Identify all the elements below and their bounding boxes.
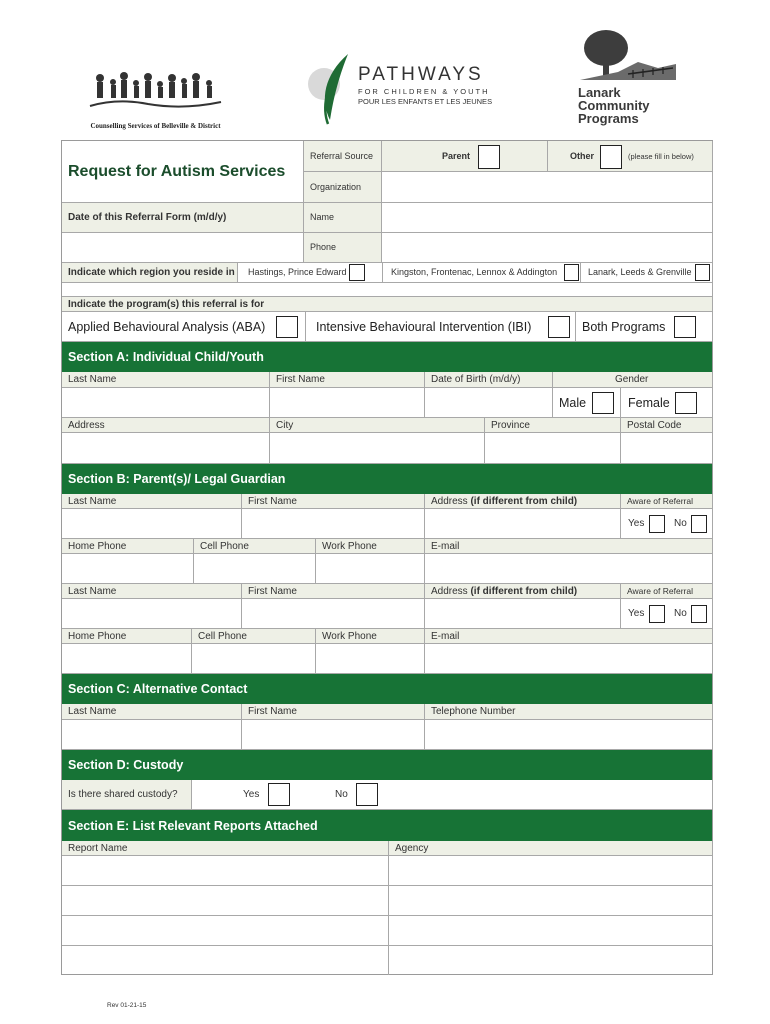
form-title-cell [62,141,304,203]
c-first-name-input[interactable] [242,720,425,750]
d-question-label: Is there shared custody? [68,789,178,800]
d-yes-checkbox[interactable] [268,783,290,806]
lanark-line-3: Programs [578,111,639,126]
region-option-lanark[interactable] [581,263,713,283]
a-city-label-cell [270,418,485,433]
b2-email-input[interactable] [425,644,713,674]
b2-first-name-label-cell [242,584,425,599]
phone-input[interactable] [382,233,713,263]
counselling-caption: Counselling Services of Belleville & District [90,122,221,130]
family-figures-icon [88,68,223,114]
region-option-kingston[interactable] [383,263,581,283]
d-no-label: No [335,789,348,800]
phone-label: Phone [310,242,337,252]
program-option-both[interactable] [576,312,713,342]
name-label-cell [304,203,382,233]
a-dob-input[interactable] [425,388,553,418]
b2-address-label [431,586,577,597]
b1-last-name-label: Last Name [68,496,117,507]
name-input[interactable] [382,203,713,233]
pathways-logo [300,50,500,126]
name-label: Name [310,212,335,222]
c-telephone-label-cell [425,704,713,720]
d-yes-label: Yes [243,789,260,800]
c-first-name-label-cell [242,704,425,720]
a-province-label: Province [491,420,530,431]
region-label-cell [62,263,238,283]
b1-work-phone-input[interactable] [316,554,425,584]
program-aba-label: Applied Behavioural Analysis (ABA) [68,320,266,334]
b1-first-name-input[interactable] [242,509,425,539]
a-female-checkbox[interactable] [675,392,697,414]
b2-first-name-input[interactable] [242,599,425,629]
b2-address-label-cell [425,584,621,599]
organization-label: Organization [310,182,362,192]
a-dob-label: Date of Birth (m/d/y) [431,374,521,385]
region-lanark-checkbox[interactable] [695,264,710,281]
e-report-name-input-2[interactable] [62,886,389,916]
b1-email-input[interactable] [425,554,713,584]
c-last-name-input[interactable] [62,720,242,750]
lanark-line-1: Lanark [578,85,621,100]
b1-address-label [431,496,577,507]
a-postal-label-cell [621,418,713,433]
e-report-name-input-1[interactable] [62,856,389,886]
region-option-kingston-label: Kingston, Frontenac, Lennox & Addington [391,267,558,277]
b2-home-phone-input[interactable] [62,644,192,674]
b1-cell-phone-input[interactable] [194,554,316,584]
b1-aware-yes-checkbox[interactable] [649,515,665,533]
b1-work-phone-label-cell [316,539,425,554]
a-address-label: Address [68,420,105,431]
lanark-line-2: Community [578,98,650,113]
a-male-checkbox[interactable] [592,392,614,414]
d-answer-cell [192,780,713,810]
b1-email-label-cell [425,539,713,554]
parent-checkbox[interactable] [478,145,500,169]
b1-work-phone-label: Work Phone [322,541,377,552]
b1-aware-cell [621,509,713,539]
tree-landscape-icon [578,28,678,84]
parent-label: Parent [442,151,471,161]
autism-services-form [61,140,713,975]
program-both-label: Both Programs [582,320,666,334]
b1-aware-label-cell [621,494,713,509]
b2-work-phone-label-cell [316,629,425,644]
region-option-hastings-label: Hastings, Prince Edward [248,267,347,277]
region-option-lanark-label: Lanark, Leeds & Grenville [588,267,692,277]
b1-cell-phone-label-cell [194,539,316,554]
section-a-header [62,342,712,372]
b2-aware-label: Aware of Referral [627,586,693,596]
c-last-name-label: Last Name [68,706,117,717]
b2-email-label: E-mail [431,631,460,642]
b2-aware-yes-label: Yes [628,608,645,619]
b2-address-suffix: (if different from child) [470,586,578,597]
b1-aware-label: Aware of Referral [627,496,693,506]
b2-aware-yes-checkbox[interactable] [649,605,665,623]
pathways-tagline-en: FOR CHILDREN & YOUTH [358,87,490,96]
page-title: Request for Autism Services [68,163,286,180]
program-ibi-checkbox[interactable] [548,316,570,338]
program-option-ibi[interactable] [306,312,576,342]
a-address-input[interactable] [62,433,270,464]
revision-number: Rev 01-21-15 [107,1002,147,1009]
program-aba-checkbox[interactable] [276,316,298,338]
lanark-community-programs-logo [572,28,684,126]
program-ibi-label: Intensive Behavioural Intervention (IBI) [316,320,532,334]
a-gender-female-cell[interactable] [621,388,713,418]
e-agency-input-1[interactable] [389,856,713,886]
counselling-services-logo [88,68,223,130]
region-option-hastings[interactable] [238,263,383,283]
e-report-name-label-cell [62,841,389,856]
section-b-title: Section B: Parent(s)/ Legal Guardian [68,472,286,486]
a-dob-label-cell [425,372,553,388]
e-agency-input-4[interactable] [389,946,713,975]
b1-email-label: E-mail [431,541,460,552]
b2-last-name-input[interactable] [62,599,242,629]
b1-aware-no-checkbox[interactable] [691,515,707,533]
a-postal-input[interactable] [621,433,713,464]
referral-date-label-cell [62,203,304,233]
other-option-cell [548,141,713,172]
a-first-name-input[interactable] [270,388,425,418]
section-a-title: Section A: Individual Child/Youth [68,350,264,364]
b2-first-name-label: First Name [248,586,297,597]
a-last-name-label: Last Name [68,374,117,385]
b1-home-phone-label-cell [62,539,194,554]
a-gender-label-cell [553,372,713,388]
organization-input[interactable] [382,172,713,203]
b2-home-phone-label: Home Phone [68,631,127,642]
c-telephone-label: Telephone Number [431,706,516,717]
b1-home-phone-label: Home Phone [68,541,127,552]
a-first-name-label: First Name [276,374,325,385]
section-c-header [62,674,712,704]
e-report-name-input-4[interactable] [62,946,389,975]
a-city-label: City [276,420,294,431]
region-kingston-checkbox[interactable] [564,264,579,281]
a-address-label-cell [62,418,270,433]
e-report-name-label: Report Name [68,843,128,854]
pathways-name: PATHWAYS [358,64,484,85]
programs-label: Indicate the program(s) this referral is for [68,299,265,310]
a-postal-label: Postal Code [627,420,682,431]
a-female-label: Female [628,396,670,410]
d-question-cell [62,780,192,810]
b1-address-label-cell [425,494,621,509]
section-b-header [62,464,712,494]
pathways-tagline-fr: POUR LES ENFANTS ET LES JEUNES [358,97,493,106]
a-gender-male-cell[interactable] [553,388,621,418]
section-e-title: Section E: List Relevant Reports Attached [68,818,318,833]
b1-first-name-label: First Name [248,496,297,507]
region-hastings-checkbox[interactable] [349,264,365,281]
e-agency-input-3[interactable] [389,916,713,946]
section-c-title: Section C: Alternative Contact [68,682,248,696]
b2-cell-phone-input[interactable] [192,644,316,674]
b1-first-name-label-cell [242,494,425,509]
other-checkbox[interactable] [600,145,622,169]
a-last-name-input[interactable] [62,388,270,418]
d-no-checkbox[interactable] [356,783,378,806]
program-both-checkbox[interactable] [674,316,696,338]
b2-cell-phone-label-cell [192,629,316,644]
b1-address-prefix: Address [431,496,468,507]
a-male-label: Male [559,396,587,410]
c-first-name-label: First Name [248,706,297,717]
b2-address-prefix: Address [431,586,468,597]
b2-aware-no-checkbox[interactable] [691,605,707,623]
b2-work-phone-input[interactable] [316,644,425,674]
region-label: Indicate which region you reside in [68,267,235,278]
b2-work-phone-label: Work Phone [322,631,377,642]
c-telephone-input[interactable] [425,720,713,750]
a-city-input[interactable] [270,433,485,464]
pathways-leaf-icon [300,50,360,126]
b2-aware-cell [621,599,713,629]
e-agency-label-cell [389,841,713,856]
section-e-header [62,810,712,841]
a-last-name-label-cell [62,372,270,388]
organization-label-cell [304,172,382,203]
phone-label-cell [304,233,382,263]
b1-last-name-input[interactable] [62,509,242,539]
a-gender-label: Gender [615,374,649,385]
b2-aware-label-cell [621,584,713,599]
programs-label-cell [62,297,713,312]
spacer-row [62,283,713,297]
referral-source-cell [304,141,382,172]
b1-cell-phone-label: Cell Phone [200,541,249,552]
e-agency-label: Agency [395,843,429,854]
other-label: Other [570,151,595,161]
b2-cell-phone-label: Cell Phone [198,631,247,642]
b2-last-name-label: Last Name [68,586,117,597]
b1-address-suffix: (if different from child) [470,496,578,507]
b2-home-phone-label-cell [62,629,192,644]
e-report-name-input-3[interactable] [62,916,389,946]
section-d-header [62,750,712,780]
a-province-input[interactable] [485,433,621,464]
referral-source-label: Referral Source [310,151,374,161]
b2-address-input[interactable] [425,599,621,629]
program-option-aba[interactable] [62,312,306,342]
other-note: (please fill in below) [628,152,694,161]
b2-last-name-label-cell [62,584,242,599]
b1-address-input[interactable] [425,509,621,539]
a-first-name-label-cell [270,372,425,388]
b1-last-name-label-cell [62,494,242,509]
b1-home-phone-input[interactable] [62,554,194,584]
b1-aware-yes-label: Yes [628,518,645,529]
e-agency-input-2[interactable] [389,886,713,916]
parent-option-cell [382,141,548,172]
b1-aware-no-label: No [674,518,687,529]
referral-date-input[interactable] [62,233,304,263]
section-d-title: Section D: Custody [68,758,184,772]
b2-aware-no-label: No [674,608,687,619]
referral-date-label: Date of this Referral Form (m/d/y) [68,212,227,223]
a-province-label-cell [485,418,621,433]
b2-email-label-cell [425,629,713,644]
c-last-name-label-cell [62,704,242,720]
